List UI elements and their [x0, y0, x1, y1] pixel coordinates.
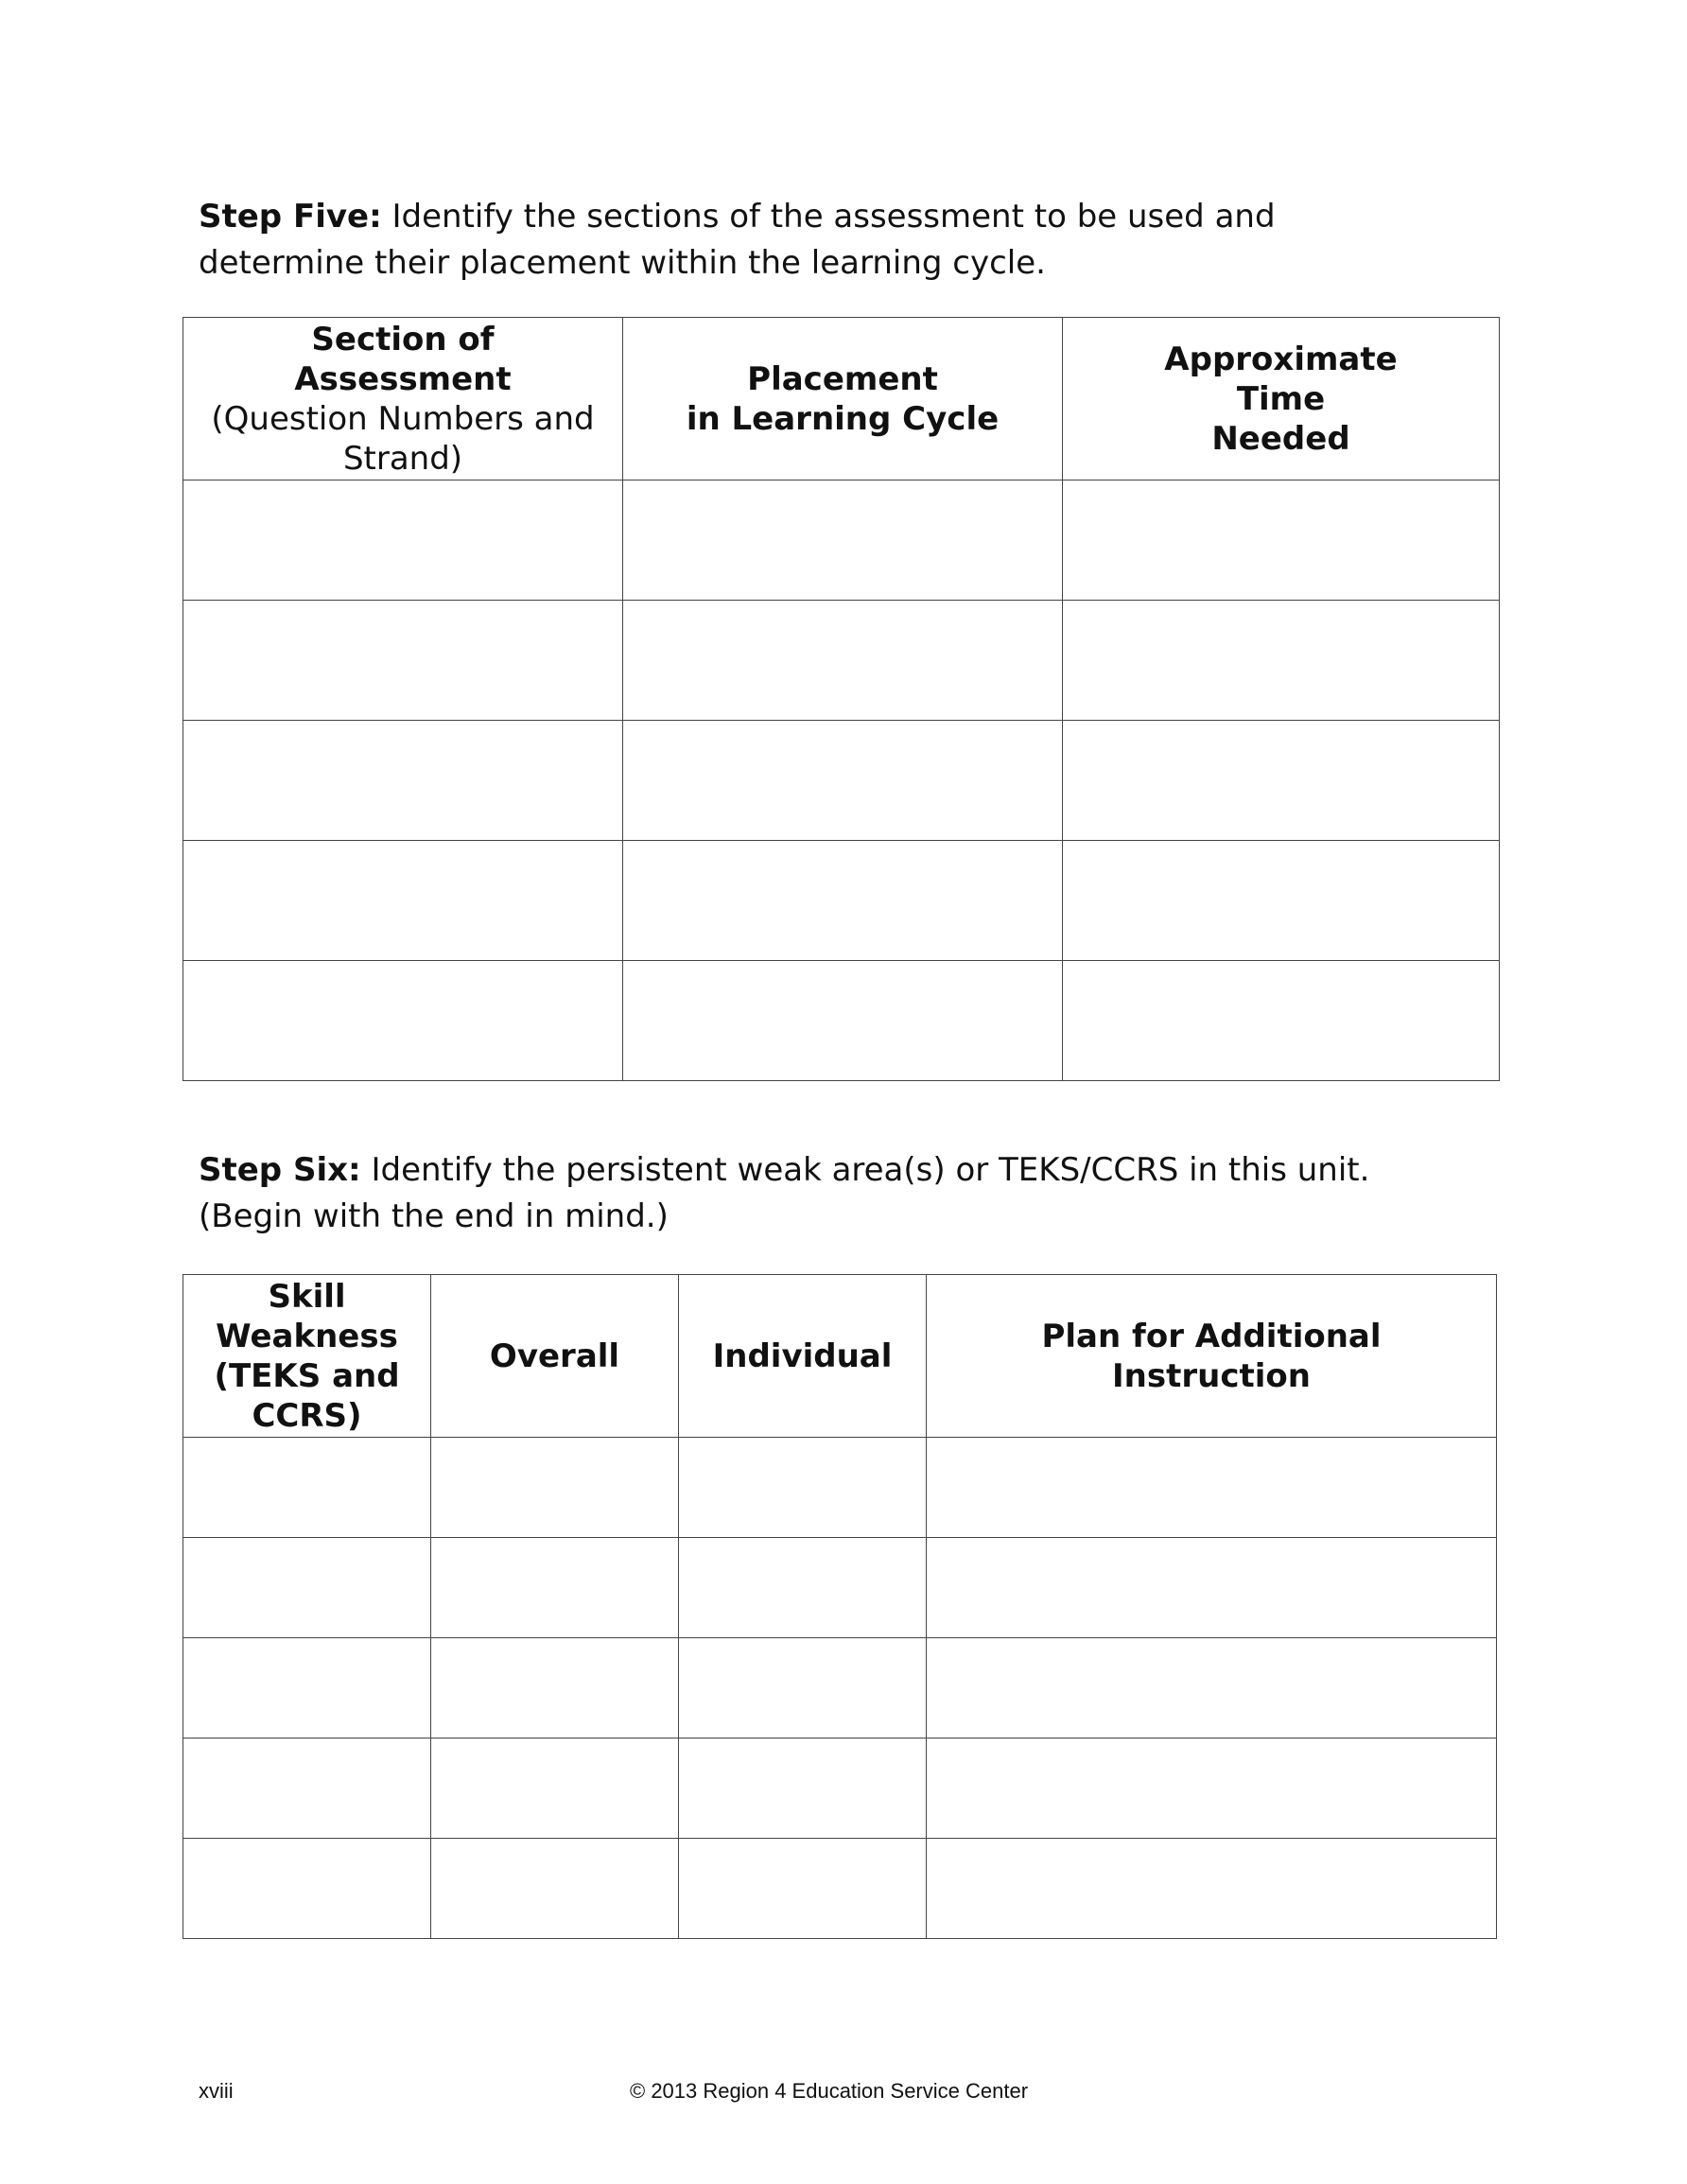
header-individual: [679, 1275, 927, 1438]
plan-cell[interactable]: [927, 1538, 1497, 1638]
section-cell[interactable]: [183, 721, 623, 841]
skill-cell[interactable]: [183, 1738, 431, 1839]
step-six-table: [183, 1274, 1497, 1939]
individual-cell[interactable]: [679, 1538, 927, 1638]
step-six-label: Step Six:: [199, 1151, 361, 1189]
overall-cell[interactable]: [431, 1538, 679, 1638]
placement-cell[interactable]: [623, 841, 1063, 961]
header-section-of-assessment: [183, 318, 623, 480]
copyright-notice: © 2013 Region 4 Education Service Center: [630, 2079, 1029, 2103]
step-six-text-line1: Identify the persistent weak area(s) or TEKS/CCRS in this unit.: [360, 1151, 1370, 1189]
table-row: [183, 841, 1500, 961]
header-plan-title: Plan for Additional Instruction: [1041, 1317, 1382, 1395]
table-row: [183, 480, 1500, 601]
header-placement: [623, 318, 1063, 480]
overall-cell[interactable]: [431, 1738, 679, 1839]
table-row: [183, 1638, 1497, 1738]
individual-cell[interactable]: [679, 1738, 927, 1839]
individual-cell[interactable]: [679, 1839, 927, 1939]
skill-cell[interactable]: [183, 1438, 431, 1538]
step-five-instructions: [199, 194, 1504, 287]
header-skill-weakness: [183, 1275, 431, 1438]
plan-cell[interactable]: [927, 1638, 1497, 1738]
overall-cell[interactable]: [431, 1839, 679, 1939]
header-skill-weakness-title: Skill Weakness (TEKS and CCRS): [214, 1277, 400, 1435]
overall-cell[interactable]: [431, 1438, 679, 1538]
step-five-header-row: [183, 318, 1500, 480]
placement-cell[interactable]: [623, 721, 1063, 841]
header-individual-title: Individual: [712, 1337, 893, 1375]
plan-cell[interactable]: [927, 1438, 1497, 1538]
plan-cell[interactable]: [927, 1738, 1497, 1839]
table-row: [183, 1839, 1497, 1939]
skill-cell[interactable]: [183, 1839, 431, 1939]
header-section-of-assessment-subtitle: (Question Numbers and Strand): [211, 399, 595, 478]
skill-cell[interactable]: [183, 1638, 431, 1738]
step-six-header-row: [183, 1275, 1497, 1438]
section-cell[interactable]: [183, 601, 623, 721]
header-section-of-assessment-title: Section of Assessment: [294, 320, 512, 398]
individual-cell[interactable]: [679, 1438, 927, 1538]
section-cell[interactable]: [183, 480, 623, 601]
individual-cell[interactable]: [679, 1638, 927, 1738]
placement-cell[interactable]: [623, 601, 1063, 721]
step-five-text-line1: Identify the sections of the assessment to be used and: [381, 198, 1276, 236]
header-approximate-time: [1063, 318, 1500, 480]
time-cell[interactable]: [1063, 601, 1500, 721]
time-cell[interactable]: [1063, 721, 1500, 841]
table-row: [183, 1738, 1497, 1839]
section-cell[interactable]: [183, 841, 623, 961]
table-row: [183, 601, 1500, 721]
step-five-table: [183, 317, 1500, 1081]
step-five-text-line2: determine their placement within the learning cycle.: [199, 244, 1046, 282]
table-row: [183, 961, 1500, 1081]
header-placement-title: Placement in Learning Cycle: [686, 359, 1000, 438]
header-overall: [431, 1275, 679, 1438]
section-cell[interactable]: [183, 961, 623, 1081]
skill-cell[interactable]: [183, 1538, 431, 1638]
header-approximate-time-title: Approximate Time Needed: [1164, 340, 1398, 458]
table-row: [183, 1438, 1497, 1538]
step-six-text-line2: (Begin with the end in mind.): [199, 1197, 669, 1235]
plan-cell[interactable]: [927, 1839, 1497, 1939]
table-row: [183, 1538, 1497, 1638]
header-plan-additional-instruction: [927, 1275, 1497, 1438]
overall-cell[interactable]: [431, 1638, 679, 1738]
step-six-instructions: [199, 1147, 1504, 1240]
header-overall-title: Overall: [489, 1337, 620, 1375]
table-row: [183, 721, 1500, 841]
time-cell[interactable]: [1063, 841, 1500, 961]
page-number: xviii: [199, 2079, 234, 2103]
time-cell[interactable]: [1063, 961, 1500, 1081]
step-five-label: Step Five:: [199, 198, 382, 236]
time-cell[interactable]: [1063, 480, 1500, 601]
placement-cell[interactable]: [623, 480, 1063, 601]
placement-cell[interactable]: [623, 961, 1063, 1081]
